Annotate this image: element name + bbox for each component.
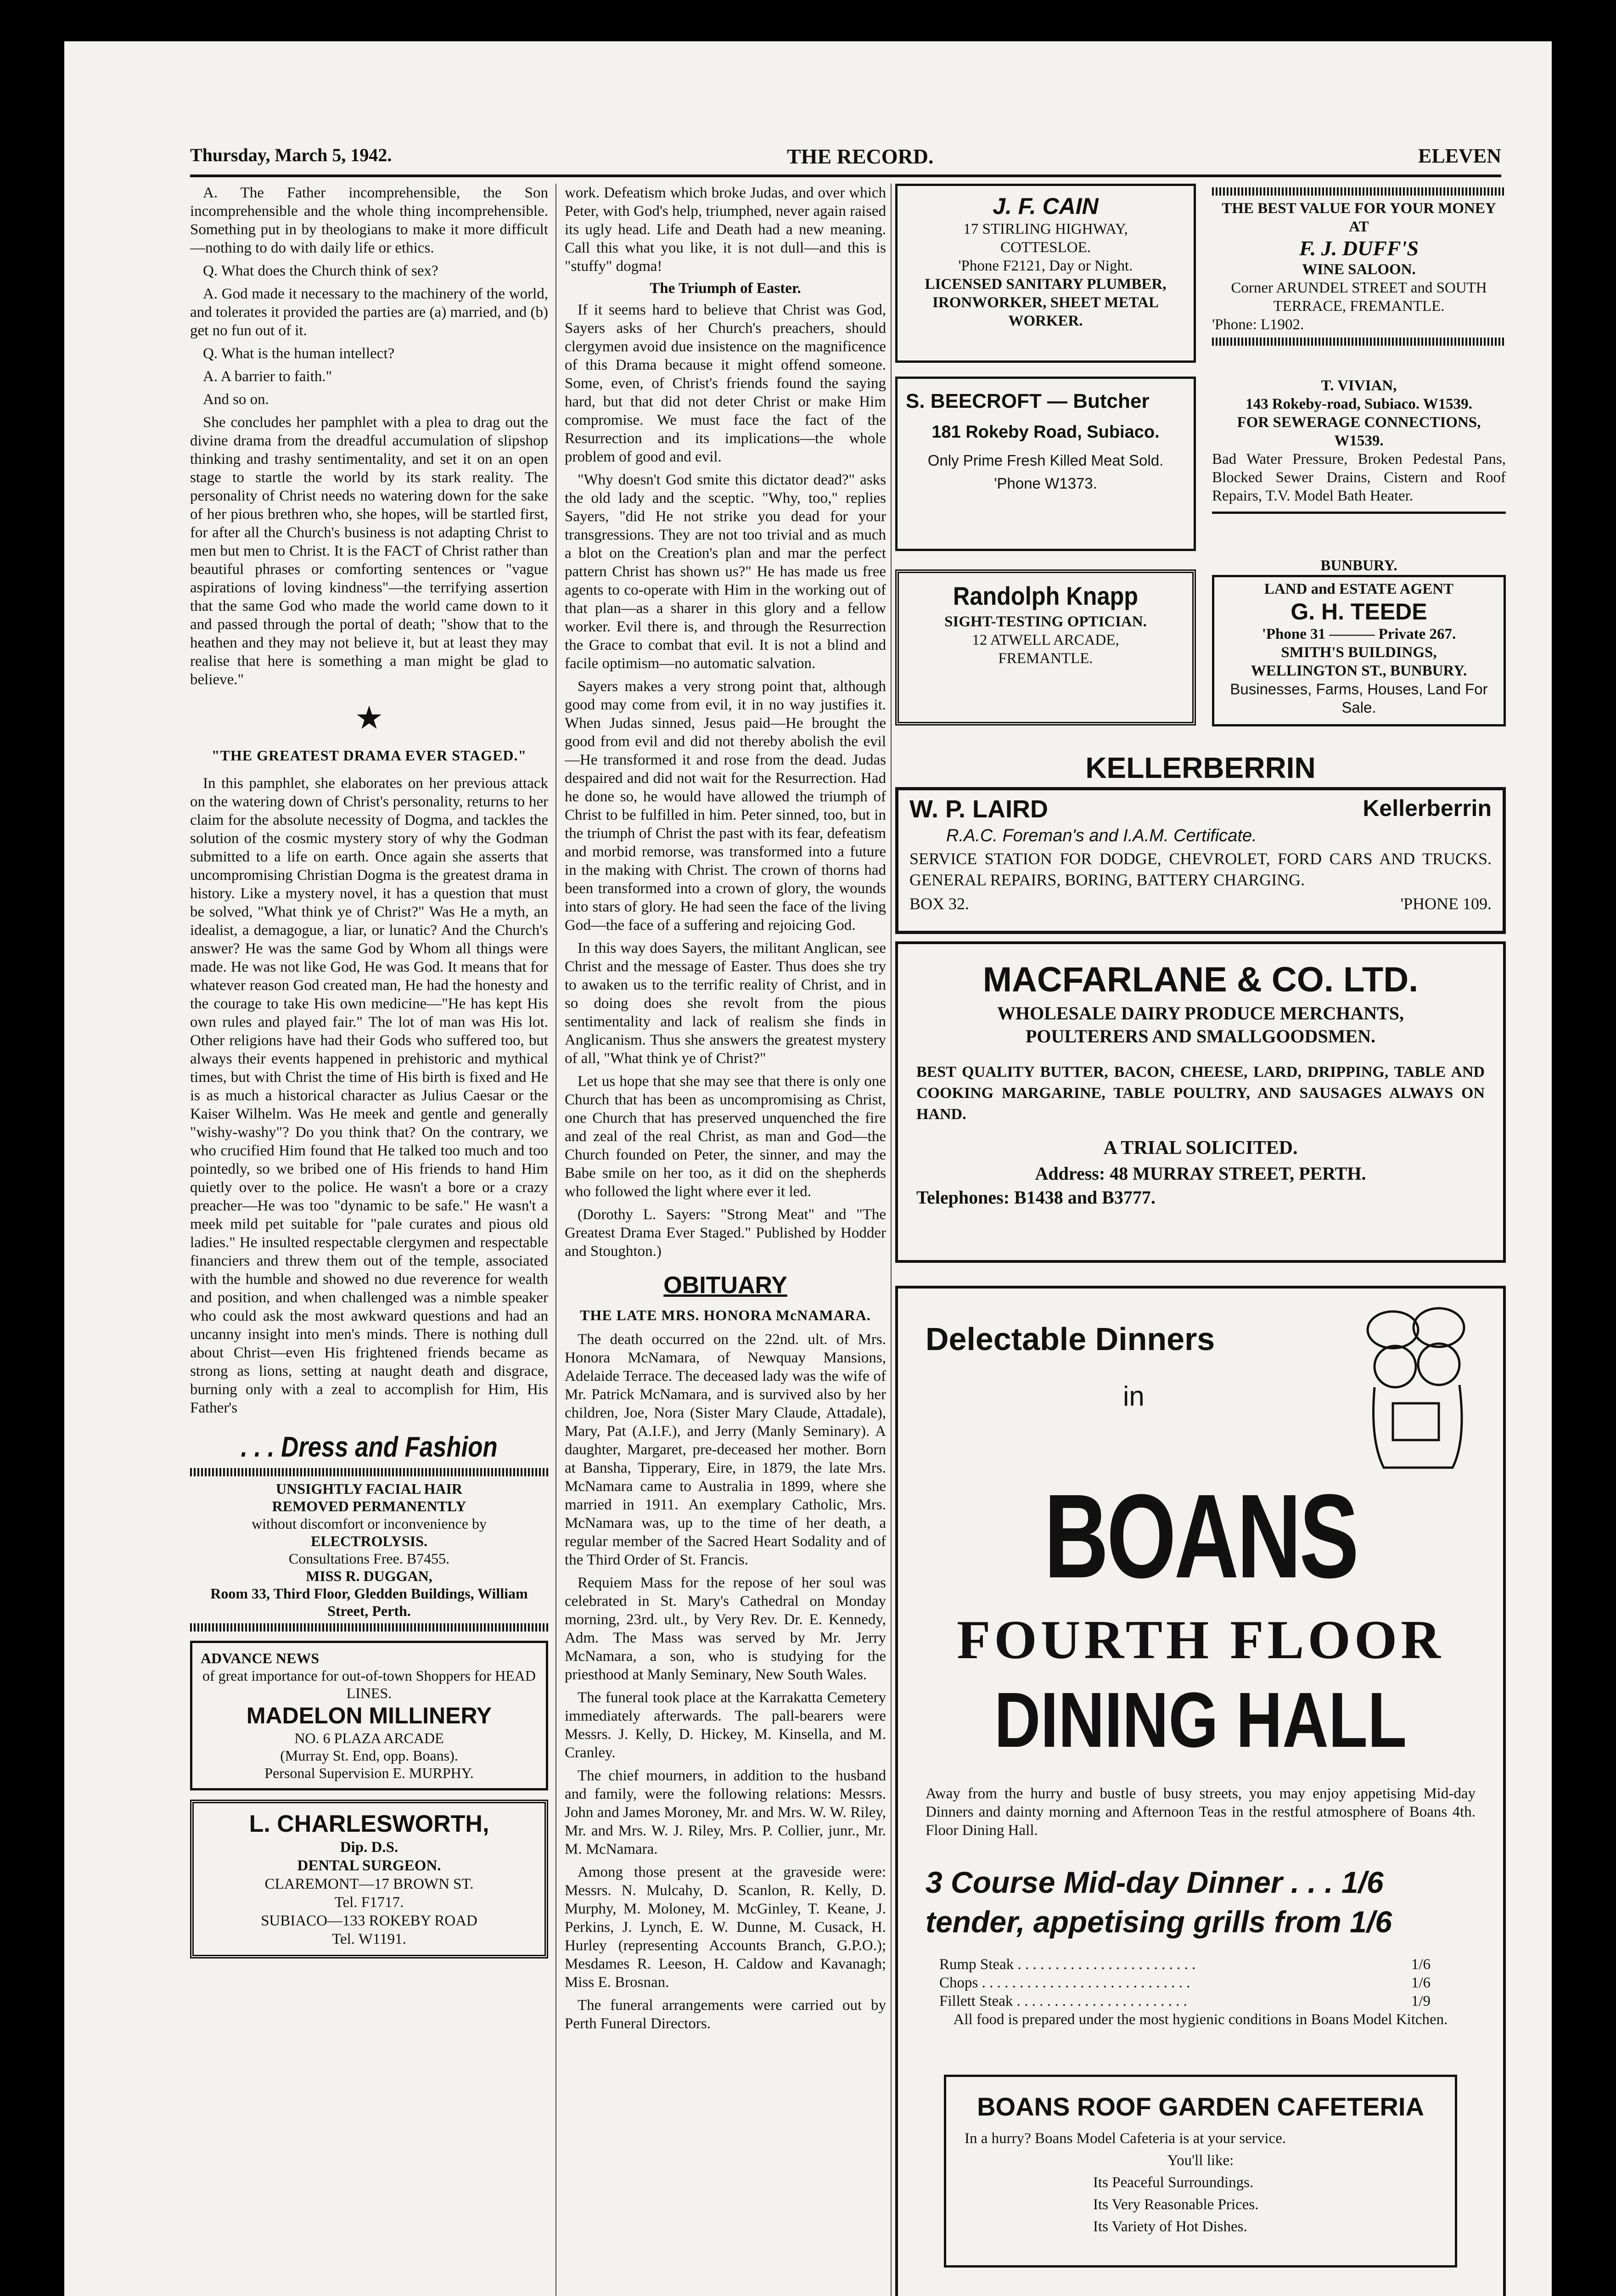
header-paper-title: THE RECORD.	[787, 145, 934, 168]
menu-price: 1/9	[1411, 1993, 1431, 2009]
ad-text: BOANS ROOF GARDEN CAFETERIA	[977, 2092, 1424, 2121]
ad-text: LAND and ESTATE AGENT	[1264, 581, 1454, 597]
ad-kellerberrin	[895, 748, 1506, 934]
ad-text: A TRIAL SOLICITED.	[1103, 1137, 1298, 1159]
ad-macf-box	[895, 941, 1506, 1263]
ad-text: Consultations Free. B7455.	[288, 1550, 450, 1567]
menu-row	[939, 1974, 1431, 1992]
ad-text: R.A.C. Foreman's and I.A.M. Certificate.	[946, 826, 1257, 845]
ad-text: SIGHT-TESTING OPTICIAN.	[944, 613, 1147, 630]
ad-text: DENTAL SURGEON.	[297, 1857, 441, 1874]
paragraph: The funeral arrangements were carried out by Perth Funeral Directors.	[565, 1997, 886, 2032]
subheading: "THE GREATEST DRAMA EVER STAGED."	[211, 747, 527, 764]
decorative-rule	[190, 1623, 548, 1632]
obituary-heading: OBITUARY	[663, 1272, 787, 1299]
ad-text: 'Phone W1373.	[994, 475, 1097, 492]
ad-duff	[1212, 184, 1506, 367]
ad-text: Delectable Dinners	[926, 1321, 1215, 1357]
ad-text: Kellerberrin	[1363, 795, 1492, 821]
decorative-rule	[190, 1468, 548, 1476]
ad-text: 'Phone F2121, Day or Night.	[958, 258, 1133, 274]
ad-text: NO. 6 PLAZA ARCADE	[294, 1730, 444, 1746]
ad-text: Its Variety of Hot Dishes.	[1093, 2218, 1247, 2235]
newspaper-page	[64, 41, 1552, 2296]
menu-price: 1/6	[1411, 1975, 1431, 1991]
menu-price: 1/6	[1411, 1956, 1431, 1973]
ad-text: without discomfort or inconvenience by	[252, 1515, 487, 1532]
ad-text: Bad Water Pressure, Broken Pedestal Pans, Blocked Sewer Drains, Cistern and Roof Repairs, T.V. Model Bath Heater.	[1212, 451, 1506, 504]
ad-text: All food is prepared under the most hygienic conditions in Boans Model Kitchen.	[953, 2011, 1448, 2028]
ad-text: T. VIVIAN,	[1321, 377, 1397, 394]
ad-text: 'PHONE 109.	[1400, 895, 1492, 913]
ad-text: tender, appetising grills from 1/6	[926, 1905, 1392, 1939]
ad-text: BEST QUALITY BUTTER, BACON, CHEESE, LARD, DRIPPING, TABLE AND COOKING MARGARINE, TABLE POULTRY, AND SAUSAGES ALWAYS ON HAND.	[916, 1064, 1485, 1123]
ad-text: MADELON MILLINERY	[246, 1703, 492, 1728]
paragraph: And so on.	[203, 391, 269, 408]
ad-text: Personal Supervision E. MURPHY.	[264, 1765, 474, 1781]
ad-text: in	[1123, 1381, 1145, 1412]
ad-text: 17 STIRLING HIGHWAY,	[963, 221, 1128, 237]
menu-row	[939, 1955, 1431, 1974]
ad-text: REMOVED PERMANENTLY	[272, 1498, 466, 1514]
boans-cafeteria-box	[944, 2075, 1457, 2268]
decorative-rule	[1212, 338, 1506, 346]
ad-text: G. H. TEEDE	[1291, 599, 1427, 625]
decorative-rule	[1212, 187, 1506, 196]
ad-text: 'Phone: L1902.	[1212, 316, 1304, 333]
paragraph: Q. What does the Church think of sex?	[203, 263, 438, 279]
ad-cain	[895, 184, 1196, 363]
ad-text: 3 Course Mid-day Dinner . . . 1/6	[926, 1865, 1384, 1899]
paragraph: Let us hope that she may see that there is only one Church that has been as uncompromising as Christ, one Church that has preserved unquenched the fire and zeal of the real Christ, as man and God—the Church founded on Peter, the sinner, and may the Babe smile on her too, as it did on the shepherds who followed the light where ever it led.	[565, 1073, 886, 1200]
ad-text: 143 Rokeby-road, Subiaco. W1539.	[1246, 396, 1472, 412]
ad-text: Tel. F1717.	[334, 1894, 404, 1911]
ad-teede	[1212, 557, 1506, 731]
ad-text: Address: 48 MURRAY STREET, PERTH.	[1035, 1163, 1366, 1184]
paragraph: The chief mourners, in addition to the husband and family, were the following relations: Messrs. John and James Moroney, Mr. and Mrs. W. W. Riley, Mr. and Mrs. W. J. Riley, Mrs. P. Collier, junr., Mr. M. McNamara.	[565, 1767, 886, 1857]
boans-logo: BOANS	[1044, 1470, 1357, 1603]
ad-text: Room 33, Third Floor, Gledden Buildings, William Street, Perth.	[210, 1585, 528, 1619]
ad-text: FREMANTLE.	[998, 650, 1093, 667]
ad-text: ELECTROLYSIS.	[310, 1533, 428, 1549]
paragraph: The death occurred on the 22nd. ult. of Mrs. Honora McNamara, of Newquay Mansions, Adelaide Terrace. The deceased lady was the wife of Mr. Patrick McNamara, and is survived also by her children, Joe, Nora (Sister Mary Claude, Attadale), Mary, Pat (A.I.F.), and Jerry (Manly Seminary). A daughter, Margaret, pre-deceased her mother. Born at Bansha, Tipperary, Eire, in 1879, the late Mrs. McNamara came to Australia in 1899, where she married in 1911. An exemplary Catholic, Mrs. McNamara was, up to the time of her death, a regular member of the Sacred Heart Sodality and of the Third Order of St. Francis.	[565, 1331, 886, 1568]
ad-vivian	[1212, 377, 1506, 551]
ad-text: MACFARLANE & CO. LTD.	[982, 960, 1419, 999]
dress-fashion-heading: . . . Dress and Fashion	[241, 1431, 498, 1463]
paragraph: A. God made it necessary to the machinery of the world, and tolerates it provided the parties are (a) married, and (b) get no fun out of it.	[190, 286, 548, 339]
paragraph: A. A barrier to faith."	[203, 368, 332, 385]
menu-item: Rump Steak . . . . . . . . . . . . . . . . . . . . . . . .	[939, 1956, 1196, 1973]
ad-beecroft	[895, 377, 1196, 551]
menu-item: Fillett Steak . . . . . . . . . . . . . . . . . . . . . . .	[939, 1993, 1187, 2009]
ad-teede-box	[1212, 575, 1506, 726]
article-continued	[190, 184, 548, 1417]
paragraph: A. The Father incomprehensible, the Son incomprehensible and the whole thing incomprehensible. Something put in by theologians to make it more difficult—nothing to do with daily life or ethics.	[190, 185, 548, 256]
divider	[1212, 512, 1506, 514]
ad-text: of great importance for out-of-town Shoppers for HEAD LINES.	[202, 1667, 536, 1701]
ad-text: W. P. LAIRD	[909, 795, 1049, 823]
ad-text: Away from the hurry and bustle of busy streets, you may enjoy appetising Mid-day Dinners and dainty morning and Afternoon Teas in the restful atmosphere of Boans 4th. Floor Dining Hall.	[926, 1785, 1476, 1839]
ad-text: L. CHARLESWORTH,	[249, 1811, 489, 1837]
boans-menu	[939, 1955, 1431, 2010]
ad-text: DINING HALL	[994, 1677, 1407, 1764]
ad-text: FOURTH FLOOR	[957, 1609, 1444, 1670]
ad-text: KELLERBERRIN	[1085, 751, 1316, 784]
ad-text: SERVICE STATION FOR DODGE, CHEVROLET, FORD CARS AND TRUCKS. GENERAL REPAIRS, BORING, BATTERY CHARGING.	[909, 850, 1492, 889]
ad-text: 181 Rokeby Road, Subiaco.	[931, 422, 1160, 442]
ad-text: WHOLESALE DAIRY PRODUCE MERCHANTS,	[997, 1003, 1404, 1024]
header-date: Thursday, March 5, 1942.	[190, 145, 392, 165]
ad-text: (Murray St. End, opp. Boans).	[280, 1747, 458, 1764]
ad-charlesworth	[190, 1800, 548, 1958]
ad-text: Dip. D.S.	[340, 1839, 398, 1856]
paragraph: In this pamphlet, she elaborates on her previous attack on the watering down of Christ's personality, returns to her claim for the absolute necessity of Dogma, and tackles the solution of the cosmic mystery story of why the Godman submitted to a life on earth. Once again she asserts that uncompromising Christian Dogma is the greatest drama in history. Like a mystery novel, it has a question that must be solved, "What think ye of Christ?" Was He a myth, an idealist, a demagogue, a liar, or lunatic? And the Church's answer? He was the same God by Whom all things were made. He was not like God, He was God. It means that for whatever reason God created man, He had the honesty and the courage to take His own medicine—"He has kept His own rules and played fair." The lot of man was His lot. Other religions have had their Gods who suffered too, but always their events happened in prehistoric and mythical times, but with Christ the time of His birth is fixed and He is as much a historical character as Julius Caesar or the Kaiser Wilhelm. Was He meek and gentle and generally "wishy-washy"? Do you think that? On the contrary, we who crucified Him found that He talked too much and too pointedly, so we bribed one of His friends to hand Him quietly over to the police. He wasn't a bore or a crazy preacher—He was too "dynamic to be safe." He wasn't a meek mild pet suitable for "pale curates and pious old ladies." He insulted respectable clergymen and respectable financiers and threw them out of the temple, associated with the humble and showed no due reverence for wealth and position, and when challenged was a nimble speaker who could ask the most awkward questions and had an uncanny insight into men's minds. There is nothing dull about Christ—even His frightened friends became as strong as lions, setting at naught death and disgrace, burning only with a zeal to accomplish for Him, His Father's	[190, 775, 548, 1416]
ad-text: Its Peaceful Surroundings.	[1093, 2174, 1254, 2191]
ad-macfarlane	[895, 941, 1506, 1263]
ad-kell-row	[909, 894, 1492, 913]
ad-kell-box	[895, 787, 1506, 934]
ad-kell-row	[909, 795, 1492, 823]
menu-item: Chops . . . . . . . . . . . . . . . . . . . . . . . . . . . .	[939, 1975, 1190, 1991]
ad-text: In a hurry? Boans Model Cafeteria is at your service.	[965, 2130, 1286, 2147]
paragraph: The funeral took place at the Karrakatta Cemetery immediately afterwards. The pall-bearers were Messrs. J. Kelly, D. Hickey, M. Kinsella, and M. Cranley.	[565, 1689, 886, 1761]
column-1	[190, 184, 548, 2296]
header-rule	[190, 174, 1501, 177]
column-divider	[891, 184, 892, 2296]
page-header	[190, 144, 1501, 172]
chefs-illustration-icon	[1356, 1302, 1476, 1477]
paragraph: Among those present at the graveside were: Messrs. N. Mulcahy, D. Scanlon, R. Kelly, D. Murphy, M. Moloney, M. McGinley, T. Keane, J. Perkins, J. Lynch, E. W. Dunne, M. Cusack, H. Hurley (representing Accounts Branch, G.P.O.); Mesdames R. Leeson, H. Caldow and Kavanagh; Miss E. Brosnan.	[565, 1864, 886, 1991]
ad-text: F. J. DUFF'S	[1299, 236, 1419, 260]
ad-duggan	[190, 1480, 548, 1620]
menu-row	[939, 1992, 1431, 2010]
ad-text: Telephones: B1438 and B3777.	[916, 1187, 1156, 1208]
ad-text: S. BEECROFT — Butcher	[906, 390, 1150, 412]
boans-top	[926, 1302, 1476, 1477]
ad-text: You'll like:	[1167, 2152, 1234, 2169]
ad-text: Businesses, Farms, Houses, Land For Sale.	[1230, 681, 1488, 716]
ad-madelon	[190, 1641, 548, 1790]
ad-text: WELLINGTON ST., BUNBURY.	[1251, 663, 1467, 679]
ad-text: Only Prime Fresh Killed Meat Sold.	[927, 452, 1164, 469]
ad-text: Corner ARUNDEL STREET and SOUTH TERRACE, FREMANTLE.	[1231, 280, 1487, 315]
column-2	[565, 184, 886, 2296]
ad-text: BOX 32.	[909, 895, 970, 913]
ad-text: COTTESLOE.	[1000, 239, 1091, 256]
ad-text: WINE SALOON.	[1302, 261, 1416, 278]
ad-text: Randolph Knapp	[953, 581, 1139, 610]
star-icon: ★	[354, 701, 384, 736]
ad-text: FOR SEWERAGE CONNECTIONS, W1539.	[1237, 414, 1481, 449]
paragraph: (Dorothy L. Sayers: "Strong Meat" and "The Greatest Drama Ever Staged." Published by Hodder and Stoughton.)	[565, 1206, 886, 1260]
paragraph: She concludes her pamphlet with a plea to drag out the divine drama from the dreadful accumulation of slipshop thinking and trashy sentimentality, and set it on an open stage to startle the world by its stark reality. The personality of Christ needs no watering down for the sake of her pious brethren who, she hopes, will be startled first, for after all the Church's business is not adapting Christ to men but men to Christ. It is the FACT of Christ rather than beautiful phrases or comforting sentences or "vague aspirations of loving kindness"—the terrifying assertion that the same God who made the world came down to it and passed through the portal of death; "show that to the heathen and they may not believe it, but at least they may realise that here is something a man might be glad to believe."	[190, 414, 548, 688]
ad-text: BUNBURY.	[1320, 557, 1397, 574]
subheading: THE LATE MRS. HONORA McNAMARA.	[580, 1307, 871, 1323]
paragraph: Requiem Mass for the repose of her soul was celebrated in St. Mary's Cathedral on Monday morning, 23rd. ult., by Very Rev. Dr. E. Kennedy, Adm. The Mass was served by Mr. Jerry McNamara, a son, who is studying for the priesthood at Manly Seminary, New South Wales.	[565, 1575, 886, 1683]
paragraph: "Why doesn't God smite this dictator dead?" asks the old lady and the sceptic. "Why, too," replies Sayers, "did He not strike you dead for your transgressions. They are not too trivial and as much a blot on the Creation's plan and mar the perfect pattern Christ has shown us?" He has made us free agents to co-operate with Him in the working out of that plan—as a sharer in this glory and a fellow worker. Evil there is, and through the Resurrection the Grace to combat that evil. It is not a blind and facile optimism—no automatic salvation.	[565, 472, 886, 672]
paragraph: If it seems hard to believe that Christ was God, Sayers asks of her Church's preachers, should clergymen avoid due insistence on the magnificence of this Drama because it might offend someone. Some, even, of Christ's friends found the saying hard, but that did not deter Christ or make Him compromise. We must face the fact of the Resurrection and its implications—the whole problem of good and evil.	[565, 302, 886, 465]
header-page-number: ELEVEN	[1418, 145, 1501, 167]
ad-knapp	[895, 569, 1196, 726]
ad-text: MISS R. DUGGAN,	[306, 1568, 432, 1584]
ad-text: SMITH'S BUILDINGS,	[1281, 644, 1437, 661]
ad-text: Its Very Reasonable Prices.	[1093, 2196, 1259, 2213]
ad-text: LICENSED SANITARY PLUMBER, IRONWORKER, SHEET METAL WORKER.	[925, 276, 1167, 329]
subheading: The Triumph of Easter.	[650, 280, 801, 297]
ad-text: THE BEST VALUE FOR YOUR MONEY AT	[1222, 200, 1496, 235]
ad-text: CLAREMONT—17 BROWN ST.	[264, 1876, 474, 1892]
ad-text: POULTERERS AND SMALLGOODSMEN.	[1026, 1026, 1375, 1047]
ad-text: 'Phone 31 ——— Private 267.	[1262, 626, 1456, 642]
paragraph: In this way does Sayers, the militant Anglican, see Christ and the message of Easter. Thus does she try to awaken us to the terrific reality of Christ, and in so doing does she revolt from the pious sentimentality and lack of realism she finds in Anglicanism. Thus she answers the greatest mystery of all, "What think ye of Christ?"	[565, 940, 886, 1067]
ad-text: J. F. CAIN	[993, 193, 1099, 219]
ad-text: 12 ATWELL ARCADE,	[972, 632, 1119, 648]
ad-boans	[895, 1286, 1506, 2296]
paragraph: Q. What is the human intellect?	[203, 345, 395, 362]
ad-text: UNSIGHTLY FACIAL HAIR	[275, 1480, 462, 1497]
ad-text: ADVANCE NEWS	[201, 1650, 320, 1666]
ad-text: Tel. W1191.	[332, 1931, 406, 1947]
paragraph: work. Defeatism which broke Judas, and over which Peter, with God's help, triumphed, never again raised its ugly head. Life and Death had a new meaning. Call this what you like, it is not dull—and this is "stuffy" dogma!	[565, 185, 886, 275]
column-3	[895, 184, 1506, 2296]
paragraph: Sayers makes a very strong point that, although good may come from evil, it in no way justifies it. When Judas sinned, Jesus paid—He brought the good from evil and did not thereby abolish the evil—He transformed it and rose from the dead. Judas despaired and did not wait for the Resurrection. Had he done so, he would have allowed the triumph of Christ to be fulfilled in him. Peter sinned, too, but in the triumph of Christ the past with its fear, defeatism and morbid remorse, was transformed into a future in the making with Christ. The crown of thorns had been transformed into a crown of glory, the wounds into stars of glory. He had seen the face of the living God—the face of a suffering and rejoicing God.	[565, 678, 886, 934]
ad-text: SUBIACO—133 ROKEBY ROAD	[261, 1913, 477, 1929]
